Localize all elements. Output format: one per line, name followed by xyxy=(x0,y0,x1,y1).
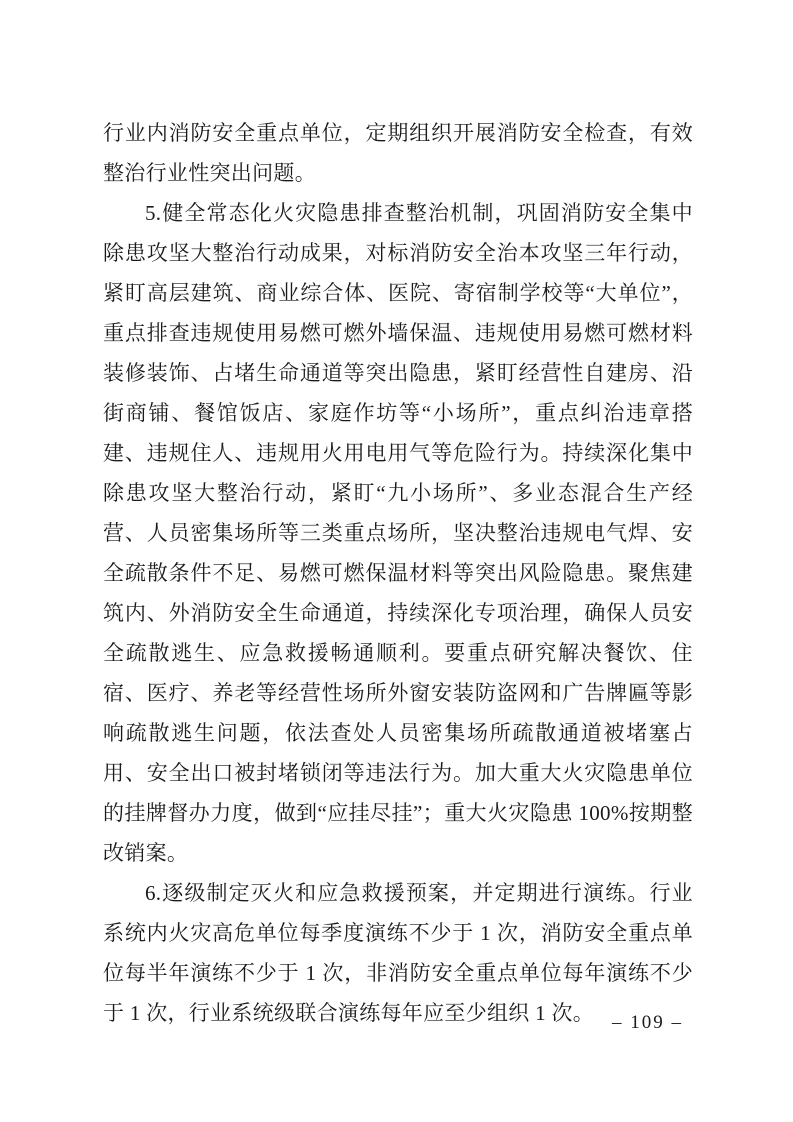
body-paragraph: 6.逐级制定灭火和应急救援预案，并定期进行演练。行业系统内火灾高危单位每季度演练不少于 1 次，消防安全重点单位每半年演练不少于 1 次，非消防安全重点单位每年演练不少于 1 次，行业系统级联合演练每年应至少组织 1 次。 xyxy=(103,881,693,1025)
body-paragraph: 5.健全常态化火灾隐患排查整治机制，巩固消防安全集中除患攻坚大整治行动成果，对标消防安全治本攻坚三年行动，紧盯高层建筑、商业综合体、医院、寄宿制学校等“大单位”，重点排查违规使用易燃可燃外墙保温、违规使用易燃可燃材料装修装饰、占堵生命通道等突出隐患，紧盯经营性自建房、沿街商铺、餐馆饭店、家庭作坊等“小场所”，重点纠治违章搭建、违规住人、违规用火用电用气等危险行为。持续深化集中除患攻坚大整治行动，紧盯“九小场所”、多业态混合生产经营、人员密集场所等三类重点场所，坚决整治违规电气焊、安全疏散条件不足、易燃可燃保温材料等突出风险隐患。聚焦建筑内、外消防安全生命通道，持续深化专项治理，确保人员安全疏散逃生、应急救援畅通顺利。要重点研究解决餐饮、住宿、医疗、养老等经营性场所外窗安装防盗网和广告牌匾等影响疏散逃生问题，依法查处人员密集场所疏散通道被堵塞占用、安全出口被封堵锁闭等违法行为。加大重大火灾隐患单位的挂牌督办力度，做到“应挂尽挂”；重大火灾隐患 100%按期整改销案。 xyxy=(103,201,693,865)
page-number: – 109 – xyxy=(612,1012,683,1033)
document-body xyxy=(103,113,693,1033)
body-paragraph: 行业内消防安全重点单位，定期组织开展消防安全检查，有效整治行业性突出问题。 xyxy=(103,121,693,185)
